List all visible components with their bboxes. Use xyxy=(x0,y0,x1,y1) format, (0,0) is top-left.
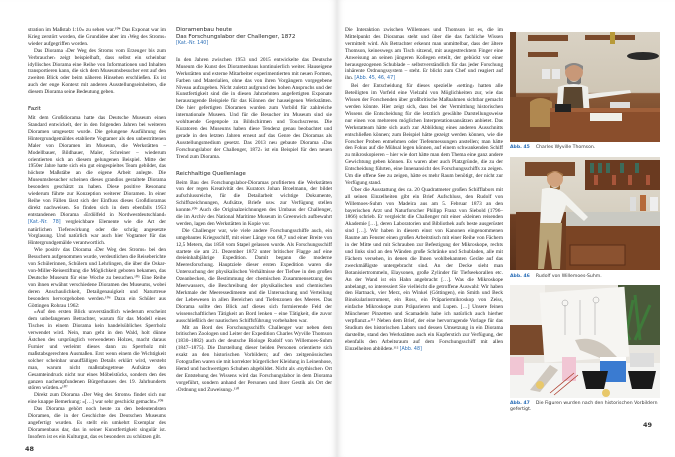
catalog-reference-link[interactable]: [Kat.-Nr. 78] xyxy=(28,219,61,225)
workshop-scene-illustration xyxy=(510,285,660,398)
caption-text: Die Figuren wurden nach den historischen Vorbildern gefertigt. xyxy=(510,401,658,412)
paragraph: Bei der Entscheidung für dieses spezielle ›setting‹ hatten alle Beteiligten im Vorfeld eine Vielzahl von Möglichkeiten zur, wie das Wissen der Forschenden über großbritische Maßnahmen sichtbar gemacht werden könnte. Hier zeigt sich, dass bei der Vermittlung historischen Wissens die Entscheidung für die letztlich gewählte Darstellungsweise nur einen von mehreren möglichen Interpretationsansätzen anbietet. Das Werkstatteam hätte sich auch zur Abbildung eines anderen Ausschnitts entschließen können; zum Beispiel hätte gezeigt werden können, wie die Forscher Proben entnehmen oder Tiefenmessungen anstellen; man hätte den Fokus auf die Mühsal legen können, auf einem schwankenden Schiff zu mikroskopieren – hier wie dort hätte man dem Thema eine ganz andere Gewichtung geben können. Es waren aber auch Platzgründe, die zu der Entscheidung führten, eine Innenansicht des Forschungsschiffs zu zeigen. Um die offene See zu zeigen, hätte es mehr Raum benötigt, der nicht zur Verfügung stand. xyxy=(345,83,503,186)
text: Mit dem Großdiorama hatte das Deutsche Museum einen Standard entwickelt, der in den folgenden Jahren bei weiteren Dioramen umgesetzt wurde. Die gelungene Ausführung des Hintergrundgemäldes etablierte Vogtamer als den unbestrittenen Maler von Dioramen im Museum, die Werkstätten – Modellbauer, Bildhauer, Maler, Schreiner – wiederum orientierten sich an diesem gelungenen Beispiel. Mitte der 1950er Jahre hatte sich ein gut eingespieltes Team gebildet, das höchste Maßstäbe an die eigene Arbeit anlegte. Die Museumsbesucher scheinen dieses grandios gestaltete Diorama besonders geschätzt zu haben. Diese positive Resonanz wiederum führte zur Konzeption weiterer Dioramen. In einer Reihe von Fällen lässt sich der Einfluss dieses Großdioramas direkt nachweisen. So finden sich in dem ebenfalls 1953 entstandenen Diorama ›Erdölfeld in Nordwestdeutschland‹ xyxy=(28,115,166,218)
text: vergleichbare Elemente wie die Art der natürlichen Tiefenwirkung oder die schräg angesetzte Vorglasung. Und natürlich war auch hier Vogtamer für das Hintergrundgemälde verantwortlich. xyxy=(28,218,166,247)
paragraph: Beim Bau des Forschungslabor-Dioramas profitierten die Werkstätten von der regen Kreativität des Kurators Johan Broelmann, der bildet aufschlussreiche, für die Detailarbeit wichtige Dokumente, Schiffszeichnungen, Aufsätze, Briefe usw. zur Verfügung stellen konnte.¹⁰⁹ Auch die Originalzeichnungen des Umbaus der Challenger, die im Archiv des National Maritime Museum in Greenwich aufbewahrt werden, lagen den Werkstätten in Kopie vor. xyxy=(176,179,332,227)
figure-46-photo xyxy=(510,157,660,270)
paragraph xyxy=(28,115,166,247)
page-number-right: 49 xyxy=(643,421,653,429)
paragraph xyxy=(345,187,503,354)
paragraph xyxy=(345,27,503,83)
caption-text: Charles Wyville Thomson. xyxy=(535,145,596,150)
section-heading-quellenlage: Reichhaltige Quellenlage xyxy=(176,170,246,177)
quote-paragraph: »Auf den ersten Blick unverständlich wiederum erscheint dem unbefangenen Betrachter, warum für das Modell eines Tisches in einem Diorama kein handelsübliches Sperrholz verwendet wird. Nein, man geht in den Wald, holt dünne Ästchen des ursprünglich verwendeten Holzes, macht daraus Furnier und verleimt dieses dann zu Sperrholz mit maßstabsgerechten Ausmaßen. Erst wenn einem die Wichtigkeit solcher scheinbar unauffälligen Details erklärt wird, versteht man, warum nicht maßstabsgetreue Aufsätze den Gesamteindruck nicht nur eines Möbelstücks, sondern den des ganzen nachempfundenen Bürgerhauses des 19. Jahrhunderts stören würden.«¹⁰⁷ xyxy=(28,309,166,392)
figure-45-caption xyxy=(510,145,665,151)
left-column-1 xyxy=(28,27,166,441)
paragraph: Das Diorama ›Der Weg des Stroms vom Erzeuger bis zum Verbraucher‹ zeigt beispielhaft, dass selbst ein scheinbar idyllisches Diorama eine Reihe von Informationen und Inhalten transportieren kann, die sich dem Museumsbesucher erst auf den zweiten Blick oder beim näheren Hinsehen erschließen. Es ist auch der enge Kontext mit anderen Ausstellungseinheiten, die diesem Diorama seine Bedeutung geben. xyxy=(28,47,166,96)
figure-label: Abb. 46 xyxy=(510,274,530,279)
figure-46-caption xyxy=(510,274,665,280)
left-column-2 xyxy=(176,27,332,394)
figure-47-caption xyxy=(510,401,665,413)
text: Über die Ausstattung des ca. 20 Quadratmeter großen Schifflabors mit all seinen Einzelheiten gibt ein Brief Aufschluss, den Rudolf von Willemoes-Suhm von Madeira aus am 5. Februar 1873 an den bayerischen Arzt und Naturforscher Philipp Franz von Siebold (1796–1866) schrieb. Er vergleicht die Challenger mit einer »kleinen reisenden Akademie […], deren Laboratorien und Bibliothek aufs beste ausgerüstet sind […]. Wir haben in diesem einst von Kanonen eingenommenen Raume am Fenster einen großen Arbeitstisch mit einer Reihe von Fächern in der Mitte und mit Schrauben zur Befestigung der Mikroskope, rechts und links sind an den Wänden große Schränke und Schubladen, alle mit Fächern versehen, in denen die Ihnen wohlbekannten Geräte auf das zweckmäßigste untergebracht sind. An der Decke sieht man Botanisiertrommeln, Elaysonen, große Zylinder für Tiefseekorallen etc. An der Wand ist ein Hahn angebracht […]. Was die Mikroskope anbelangt, so interessiert Sie vielleicht die getroffene Auswahl: Wir haben den Hartnack, vier Merz, ein Winkel (Göttingen), ein Smith und Beck Binokularinstrument, ein Ross, ein Präpariermikroskop von Zeiss, einfache Mikroskope zum Präparieren und Lupen. […] Unsere feinen Münchener Pinzetten und Scamadeln habe ich natürlich auch hierher verpflanzt.«¹¹¹ Neben dem Brief, der eine hervorragende Vorlage für das Studium des historischen Labors und dessen Umsetzung in ein Diorama darstellte, stand den Werkstätten auch ein Kupferstich zur Verfügung, der ebenfalls den Arbeitsraum auf dem Forschungsschiff mit allen Einzelheiten abbildete.¹¹² xyxy=(345,186,503,352)
paragraph: Mit an Bord des Forschungsschiffs Challenger war neben dem britischen Zoologen und Leiter der Expedition Charles Wyville Thomson (1830–1882) auch der deutsche Biologe Rudolf von Willemoes-Suhm (1847–1875). Die Darstellung dieser beiden Personen orientierte sich exakt an den historischen Vorbildern; auf den zeitgenössischen Fotografien waren sie mit korrekter bürgerlicher Kleidung in Leinenhose, Hemd und hochwertigen Schuhen abgebildet. Nicht als ›mythischer‹ Ort der Entstehung des Wissens wird das Forschungslabor in dem Diorama vorgeführt, sondern anhand der Personen und ihrer Gestik als Ort der ›Ordnung und Zuweisung‹.¹¹⁰ xyxy=(176,324,332,393)
figure-47-photo xyxy=(510,285,660,398)
diorama-scene-illustration xyxy=(510,157,660,270)
section-heading-fazit: Fazit xyxy=(28,106,41,113)
figure-reference-link[interactable]: [Abb. 45, 46, 47] xyxy=(354,76,395,82)
paragraph: Wie positiv das Diorama ›Der Weg des Stroms‹ bei den Besuchern aufgenommen wurde, verdeutlichen die Reiseberichte von Schülerinnen, Schülern und Lehrlingen, die über die Oskar-von-Miller-Reisestiftung die Möglichkeit geboten bekamen, das Deutsche Museum für eine Woche zu besuchen.¹⁰⁵ Eine Reihe von ihnen erwähnt verschiedene Dioramen des Museums, wobei deren Anschaulichkeit, Detailgenauigkeit und Naturtreue besonders hervorgehoben werden.¹⁰⁶ Dazu ein Schüler aus Göttingen Rohrau 1962: xyxy=(28,247,166,309)
page-number-left: 48 xyxy=(25,445,35,453)
catalog-reference-link[interactable]: [Kat.-Nr. 140] xyxy=(176,41,209,46)
diorama-scene-illustration xyxy=(510,32,660,142)
chapter-heading: Dioramenbau heute xyxy=(176,27,232,33)
figure-label: Abb. 45 xyxy=(510,145,530,150)
paragraph: Direkt zum Diorama ›Der Weg des Stroms‹ findet sich nur eine knappe Bemerkung: »[…] war sehr geschickt gemacht«.¹⁰⁸ xyxy=(28,392,166,406)
text: Die Interaktion zwischen Willemoes und Thomson ist es, die im Mittelpunkt des Dioramas steht und über die das fachliche Wissen vermittelt wird. Als Betrachter erkennt man unmittelbar, dass der ältere Thomson, keineswegs am Tisch sitzend, mit ausgestrecktem Finger eine Anweisung an seinen jüngeren Kollegen erteilt, der gebückt vor einer herausgezogenen Schublade – selbstverständlich für das jeder Forschung inhärente Ordnungssystem – steht. Er blickt zum Chef und reagiert auf ihn. xyxy=(345,27,503,82)
figure-45-photo xyxy=(510,32,660,142)
right-column-1 xyxy=(345,27,503,354)
caption-text: Rudolf von Willemoes-Suhm. xyxy=(535,274,602,279)
paragraph: Die Challenger war, wie viele andere Forschungsschiffe auch, ein umgebautes Kriegsschiff, mit einer Länge von 68,7 und einer Breite von 12,5 Metern, das 1858 vom Stapel gelassen wurde. Als Forschungsschiff startete sie am 21. Dezember 1872 unter britischer Flagge auf eine dreieinhalbjährige Expedition. Damit begann die moderne Meeresforschung. Hauptziele dieser ersten Expedition waren die Untersuchung der physikalischen Verhältnisse der Tiefsee in den großen Ozeanbecken, die Bestimmung der chemischen Zusammensetzung des Meerwassers, die Beschreibung der physikalischen und chemischen Merkmale der Meeressedimente und die Untersuchung und Verteilung der Lebewesen in allen Bereichen und Tiefenzonen des Meeres. Das Diorama sollte den Blick auf dieses sich formierende Feld der wissenschaftlichen Tätigkeit an Bord lenken – eine Tätigkeit, die zuvor ausschließlich der nautischen Schiffsführung vorbehalten war. xyxy=(176,227,332,324)
paragraph: In den Jahren zwischen 1953 und 2015 entwickelte das Deutsche Museum die Kunst des Dioramenbaus kontinuierlich weiter. Hauseigene Werkstätten und externe Mitarbeiter experimentierten mit neuen Formen, Farben und Materialien, ohne das von ihren Vorgängern vorgegebene Niveau aufzugeben. Nicht zuletzt aufgrund des hohen Anspruchs und der Kunstfertigkeit sind die in diesen Jahrzehnten angefertigten Exponate herausragende Beispiele für das Können der hauseigenen Werkstätten. Die hier gefertigten Dioramen wurden zum Vorbild für zahlreiche internationale Museen. Und für die Besucher im Museum sind sie wohltuende Gegenpole zu Bildschirmen und Touchscreens. Die Kuratoren des Museums haben diese Tendenz genau beobachtet und gerade in den letzten Jahren erneut auf das Genre des Dioramas als Ausstellungsmedium gesetzt. Das 2013 neu gebaute Diorama ›Das Forschungslabor der Challenger, 1872‹ ist ein Beispiel für den neuen Trend zum Diorama. xyxy=(176,56,332,160)
paragraph: Das Diorama gehört noch heute zu den bedeutendsten Dioramen, die in der Geschichte des Deutschen Museums angefertigt wurden. Es stellt ein umkehrt Exemplar des Dioramenbaus dar, das in seiner Kunstfertigkeit singulär ist. Insofern ist es ein Kulturgut, das es besonders zu schützen gilt. xyxy=(28,406,166,440)
figure-reference-link[interactable]: [Abb. 48] xyxy=(399,346,422,352)
chapter-subheading: Das Forschungslabor der Challenger, 1872 xyxy=(176,34,296,40)
paragraph: stration im Maßstab 1:10« zu sehen war.¹⁰⁴ Das Exponat war im Krieg zerstört worden, die Grundidee aber im ›Weg des Stroms‹ wieder aufgegriffen worden. xyxy=(28,27,166,47)
figure-label: Abb. 47 xyxy=(510,401,530,406)
